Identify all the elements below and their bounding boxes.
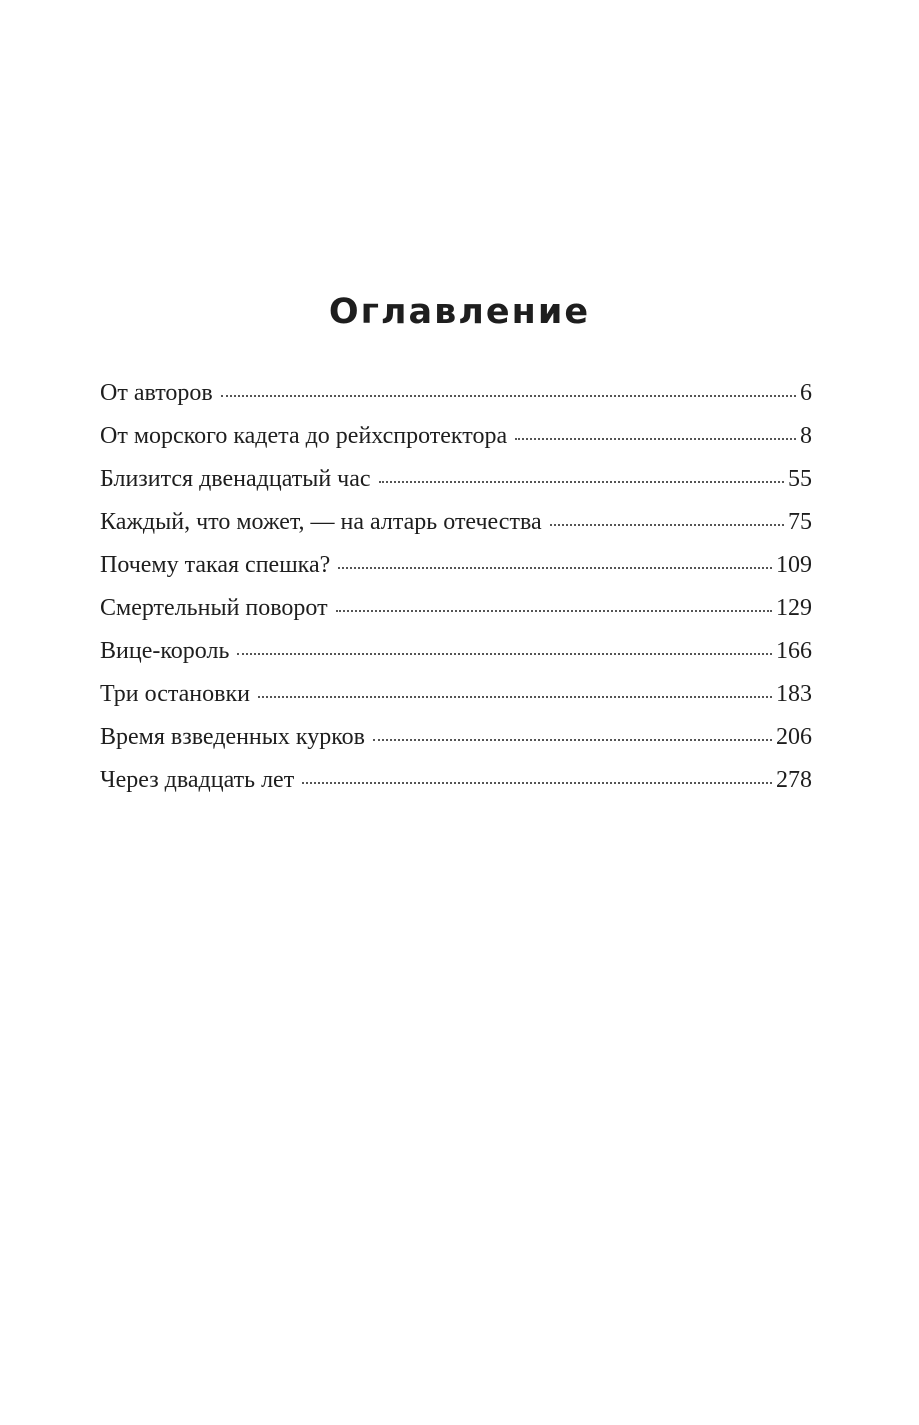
toc-entry: [100, 681, 812, 724]
toc-entry-title: Время взведенных курков: [100, 724, 365, 750]
dot-leader: [373, 739, 772, 741]
dot-leader: [550, 524, 784, 526]
toc-entry-title: Почему такая спешка?: [100, 552, 331, 578]
page-title: Оглавление: [328, 292, 591, 332]
toc-entry-title: Близится двенадцатый час: [100, 466, 371, 492]
toc-entry: [100, 767, 812, 810]
toc-entry: [100, 638, 812, 681]
toc-entry: [100, 380, 812, 423]
toc-entry-title: Смертельный поворот: [100, 595, 328, 621]
toc-entry-page: 166: [776, 638, 812, 664]
toc-entry-title: Три остановки: [100, 681, 250, 707]
dot-leader: [379, 481, 784, 483]
toc-entry-title: Через двадцать лет: [100, 767, 295, 793]
dot-leader: [221, 395, 796, 397]
toc-entry: [100, 595, 812, 638]
toc-entry-title: От авторов: [100, 380, 213, 406]
toc-entry-page: 6: [800, 380, 812, 406]
toc-entry-page: 109: [776, 552, 812, 578]
dot-leader: [302, 782, 772, 784]
table-of-contents: [100, 380, 812, 810]
dot-leader: [237, 653, 772, 655]
toc-entry-page: 8: [800, 423, 812, 449]
dot-leader: [336, 610, 772, 612]
dot-leader: [338, 567, 772, 569]
toc-entry-page: 278: [776, 767, 812, 793]
toc-entry: [100, 552, 812, 595]
toc-entry: [100, 466, 812, 509]
toc-entry-title: Вице-король: [100, 638, 230, 664]
toc-entry: [100, 509, 812, 552]
toc-entry-page: 129: [776, 595, 812, 621]
toc-entry: [100, 423, 812, 466]
toc-entry-title: От морского кадета до рейхспротектора: [100, 423, 508, 449]
toc-entry-page: 75: [788, 509, 812, 535]
dot-leader: [258, 696, 772, 698]
toc-entry-page: 206: [776, 724, 812, 750]
toc-entry-title: Каждый, что может, — на алтарь отечества: [100, 509, 542, 535]
toc-entry-page: 55: [788, 466, 812, 492]
toc-entry-page: 183: [776, 681, 812, 707]
toc-entry: [100, 724, 812, 767]
dot-leader: [515, 438, 796, 440]
